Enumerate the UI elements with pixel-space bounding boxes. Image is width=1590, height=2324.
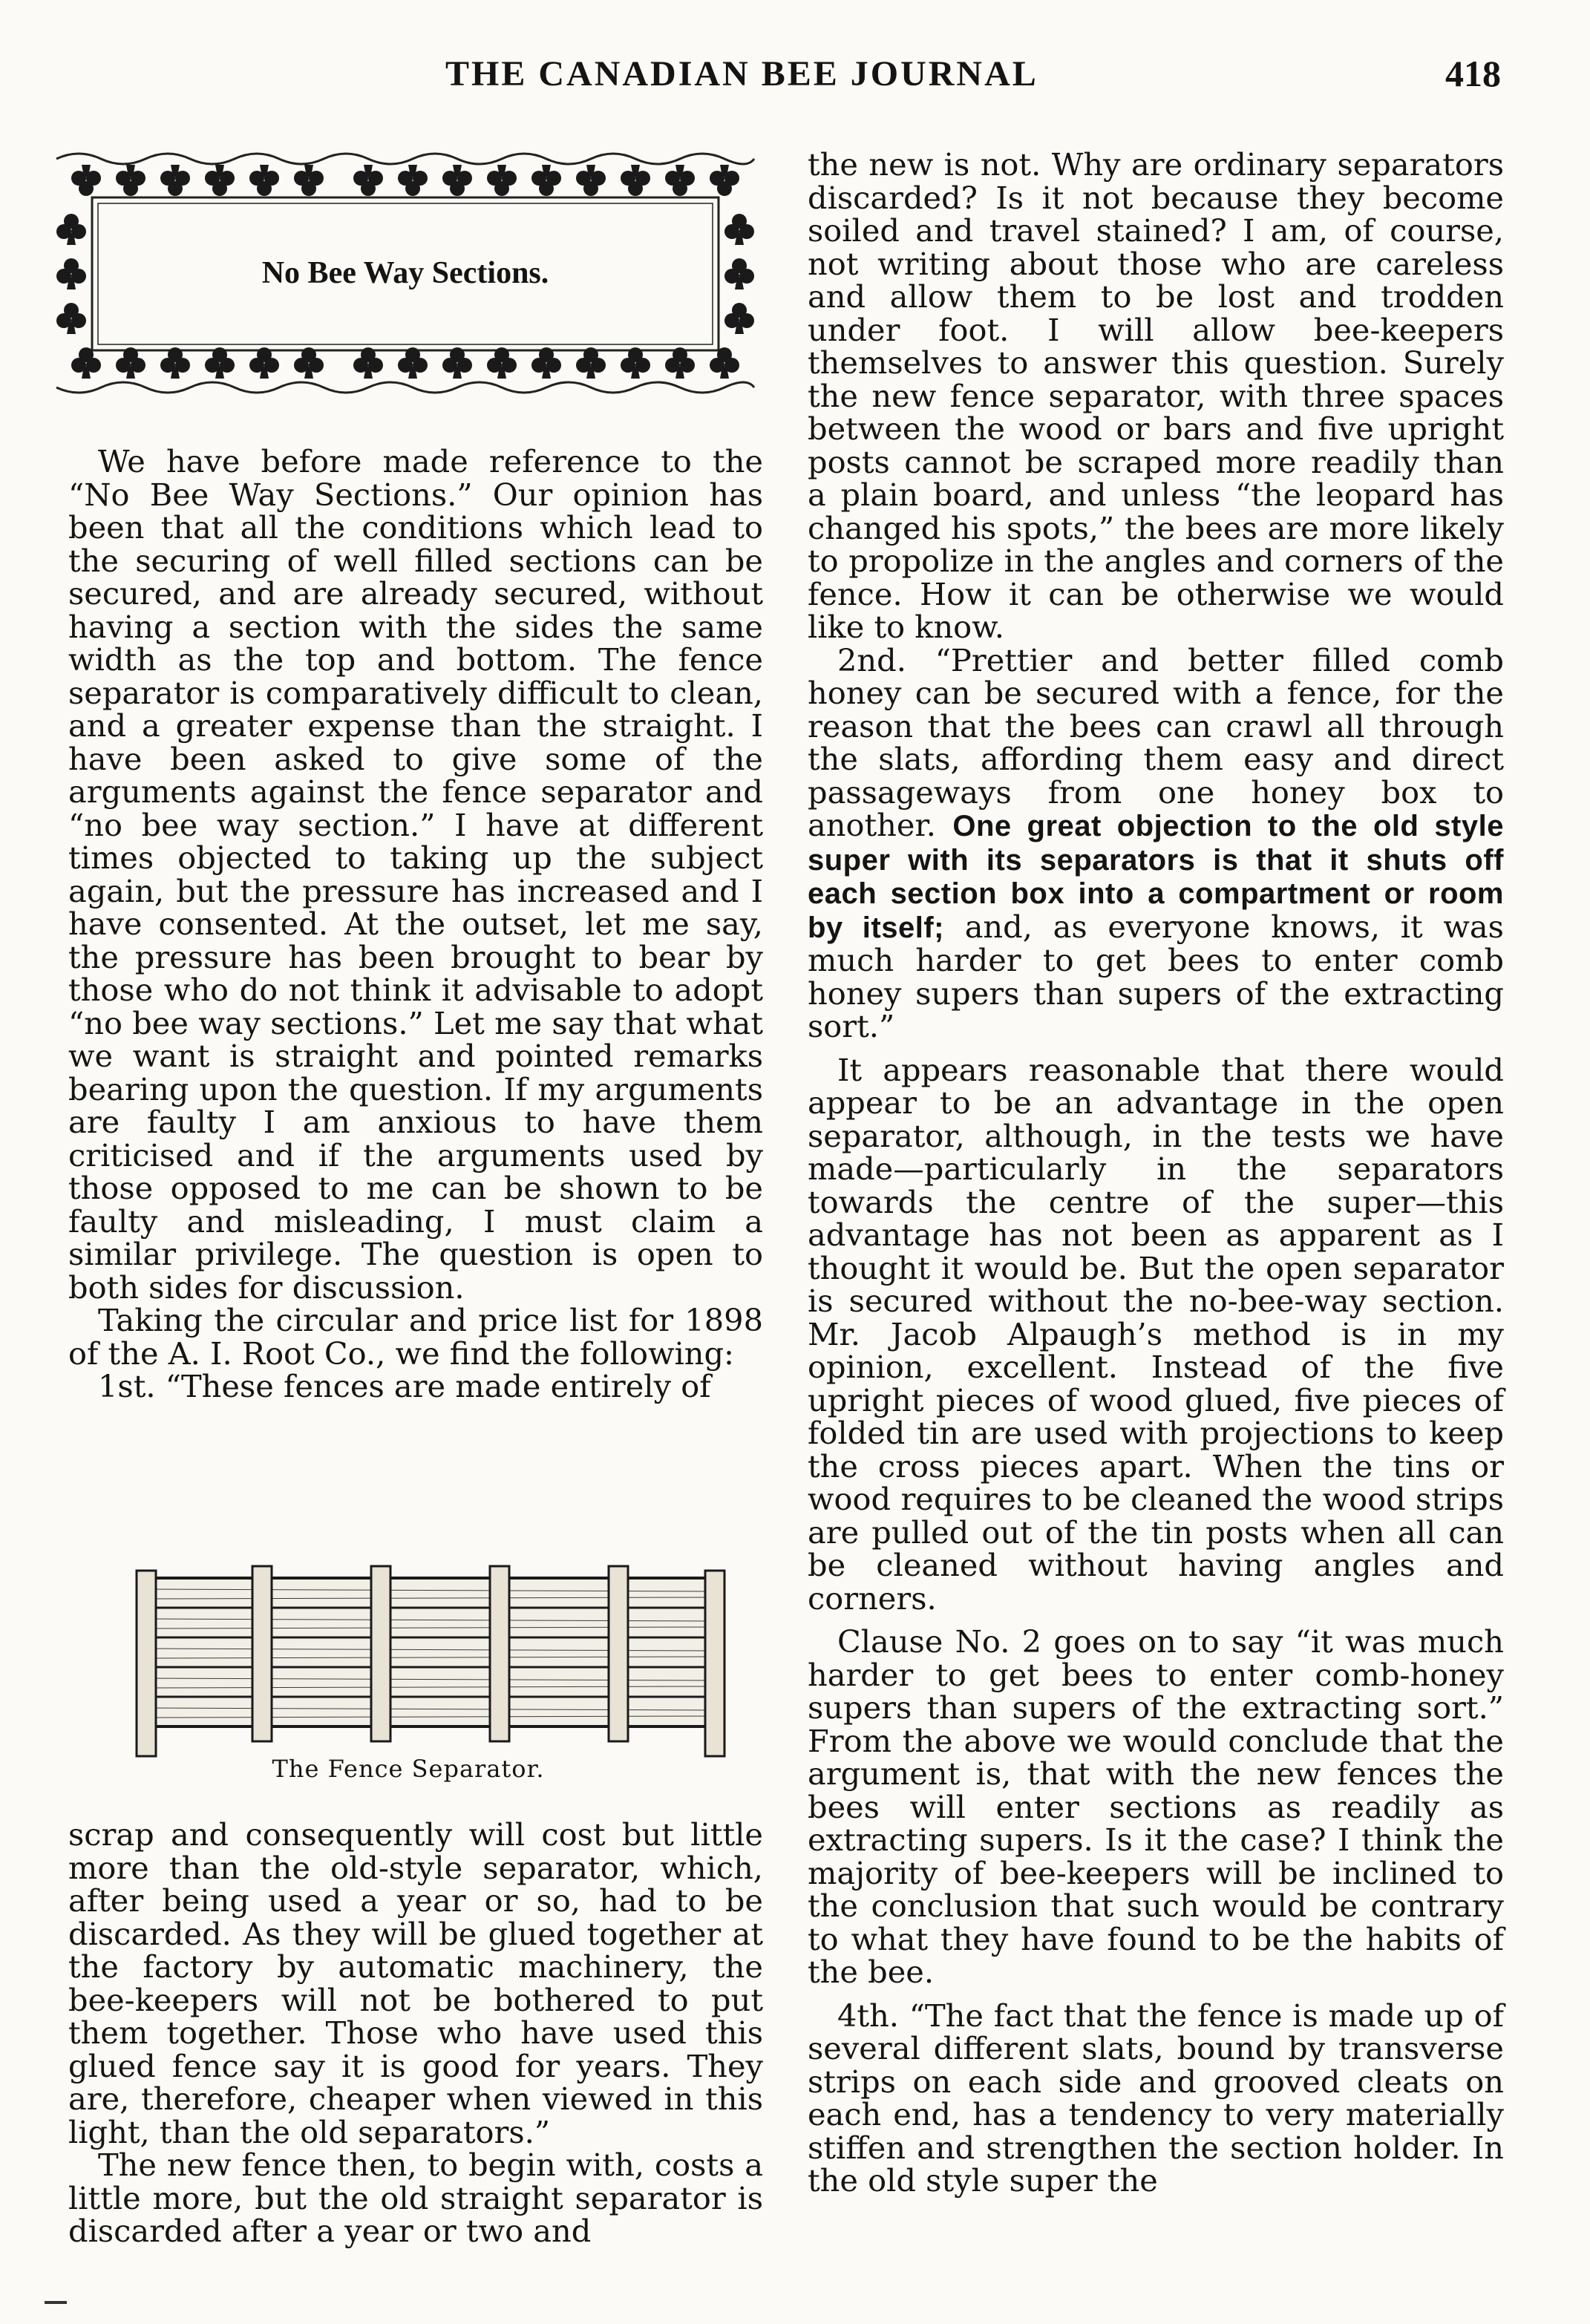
journal-title: THE CANADIAN BEE JOURNAL bbox=[445, 54, 1038, 94]
paragraph: 4th. “The fact that the fence is made up of several different slats, bound by transverse strips on each side and grooved cleats on each end, has a tendency to very materially stiffen and strengthen the section holder. In the old style super the bbox=[808, 1997, 1504, 2199]
paragraph: We have before made reference to the “No Bee Way Sections.” Our opinion has been that all the conditions which lead to the securing of well filled sections can be secured, and are already secured, without having a section with the sides the same width as the top and bottom. The fence separator is comparatively difficult to clean, and a greater expense than the straight. I have been asked to give some of the arguments against the fence separator and “no bee way section.” I have at different times objected to taking up the subject again, but the pressure has increased and I have consented. At the outset, let me say, the pressure has been brought to bear by those who do not think it advisable to adopt “no bee way sections.” Let me say that what we want is straight and pointed remarks bearing upon the question. If my arguments are faulty I am anxious to have them criticised and if the arguments used by those opposed to me can be shown to be faulty and misleading, I must claim a similar privilege. The question is open to both sides for discussion. bbox=[68, 443, 763, 1306]
article-title: No Bee Way Sections. bbox=[261, 256, 549, 290]
page-number: 418 bbox=[1445, 53, 1501, 94]
paragraph: the new is not. Why are ordinary separators discarded? Is it not because they become soiled and travel stained? I am, of course, not writing about those who are careless and allow them to be lost and trodden under foot. I will allow bee-keepers themselves to answer this question. Surely the new fence separator, with three spaces between the wood or bars and five upright posts cannot be scraped more readily than a plain board, and unless “the leopard has changed his spots,” the bees are more likely to propolize in the angles and corners of the fence. How it can be otherwise we would like to know. bbox=[808, 146, 1504, 645]
figure-caption: The Fence Separator. bbox=[272, 1755, 545, 1783]
page-footer-mark bbox=[45, 2301, 67, 2304]
running-head bbox=[0, 0, 1590, 111]
left-column-bottom bbox=[68, 1816, 763, 2249]
paragraph: It appears reasonable that there would appear to be an advantage in the open separator, although, in the tests we have made—particularly in the separators towards the centre of the super—this advantage has not been as apparent as I thought it would be. But the open separator is secured without the no-bee-way section. Mr. Jacob Alpaugh’s method is in my opinion, excellent. Instead of the five upright pieces of wood glued, five pieces of folded tin are used with projections to keep the cross pieces apart. When the tins or wood requires to be cleaned the wood strips are pulled out of the tin posts when all can be cleaned without having angles and corners. bbox=[808, 1051, 1504, 1617]
paragraph: Taking the circular and price list for 1898 of the A. I. Root Co., we find the following: bbox=[68, 1302, 763, 1372]
fence-separator-illustration bbox=[126, 1548, 735, 1771]
article-heading-box bbox=[49, 145, 762, 398]
paragraph: The new fence then, to begin with, costs a little more, but the old straight separator is discarded after a year or two and bbox=[68, 2147, 763, 2249]
quote-text: and, as everyone knows, it was much harder to get bees to enter comb honey supers than supers of the extracting sort.” bbox=[808, 908, 1504, 1044]
quote-text: 2nd. “Prettier and better filled comb honey can be secured with a fence, for the reason that the bees can crawl all through the slats, affording them easy and direct passageways from one honey box to another. bbox=[808, 641, 1504, 843]
left-column-top bbox=[68, 445, 763, 1404]
fence-separator-figure bbox=[126, 1548, 735, 1771]
bold-quote-text: One great objection to the old style super with its separators is that it shuts off each section box into a compartment or room by itself; bbox=[808, 810, 1504, 944]
paragraph: scrap and consequently will cost but little more than the old-style separator, which, after being used a year or so, had to be discarded. As they will be glued together at the factory by automatic machinery, the bee-keepers will not be bothered to put them together. Those who have used this glued fence say it is good for years. They are, therefore, cheaper when viewed in this light, than the old separators.” bbox=[68, 1816, 763, 2150]
paragraph: 1st. “These fences are made entirely of bbox=[98, 1368, 711, 1404]
right-column bbox=[808, 148, 1504, 2198]
paragraph: Clause No. 2 goes on to say “it was much harder to get bees to enter comb-honey supers than supers of the extracting sort.” From the above we would conclude that the argument is, that with the new fences the bees will enter sections as readily as extracting supers. Is it the case? I think the majority of bee-keepers will be inclined to the conclusion that such would be contrary to what they have found to be the habits of the bee. bbox=[808, 1623, 1504, 1990]
paragraph bbox=[808, 641, 1504, 1044]
